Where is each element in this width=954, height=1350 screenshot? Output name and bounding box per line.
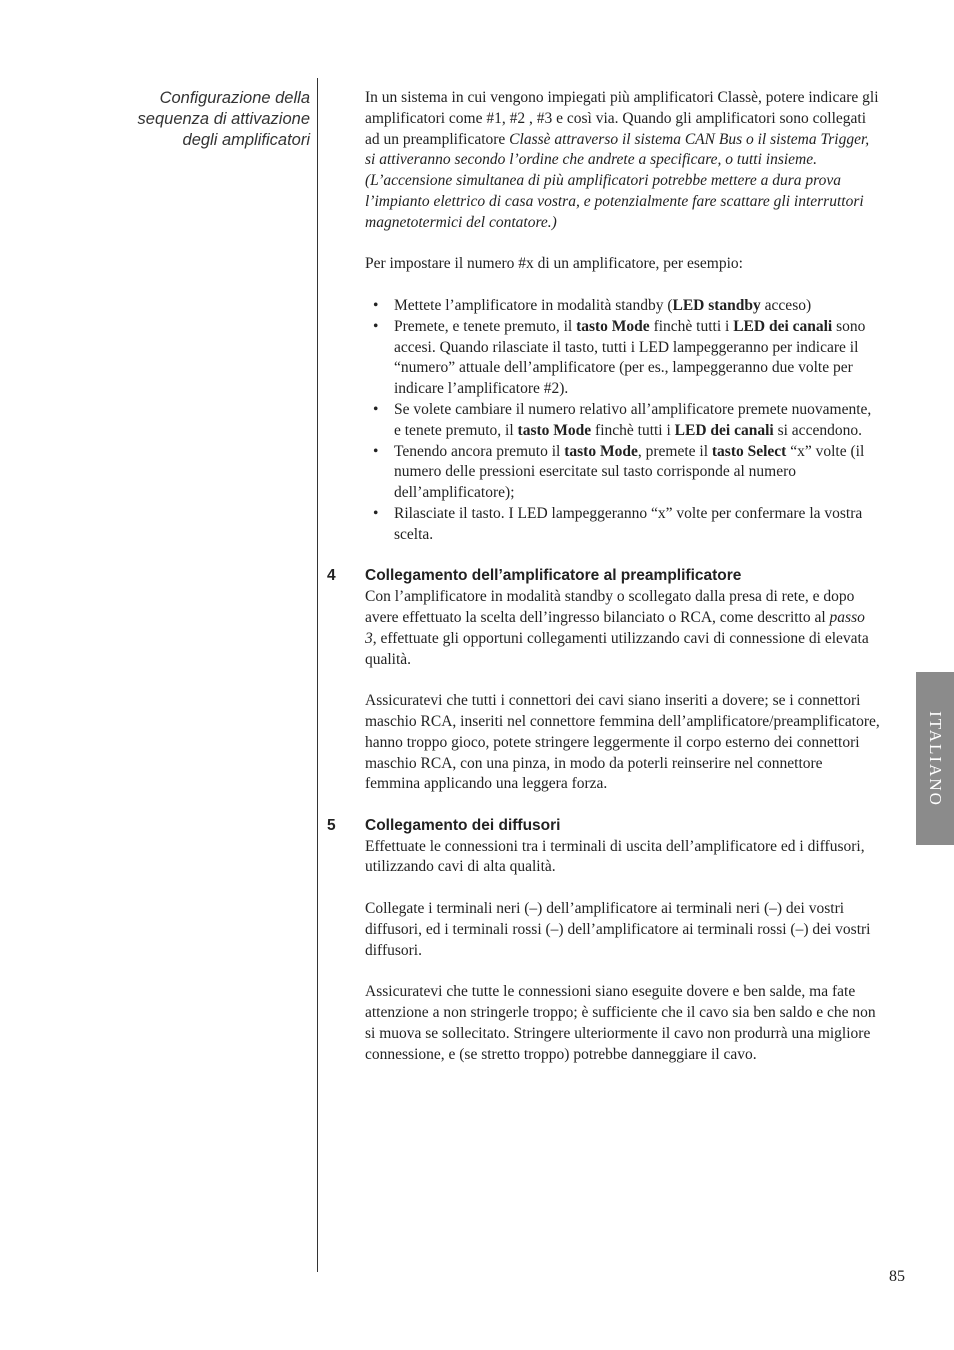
language-tab (916, 672, 954, 845)
list-item: • Rilasciate il tasto. I LED lampeggeranno “x” volte per confermare la vostra scelta. (365, 504, 880, 546)
side-heading (90, 88, 310, 151)
section-5-heading (327, 816, 880, 837)
side-heading-line: Configurazione della (159, 89, 310, 107)
side-heading-line: degli amplificatori (182, 131, 310, 149)
section-4-heading (327, 566, 880, 587)
section-title: Collegamento dei diffusori (365, 816, 561, 834)
intro-italic-text: Classè attraverso il sistema CAN Bus o il sistema Trigger, si attiveranno secondo l’ordine che andrete a specificare, o tutti insieme. (L’accensione simultanea di più amplificatori potrebbe mettere a dura prova l’impianto elettrico di casa vostra, e potenzialmente fare scattare gli interruttori magnetotermici del contatore.) (365, 130, 870, 231)
section-4-paragraph: Con l’amplificatore in modalità standby o scollegato dalla presa di rete, e dopo avere effettuato la scelta dell’ingresso bilanciato o RCA, come descritto al passo 3, effettuate gli opportuni collegamenti utilizzando cavi di connessione di elevata qualità. (365, 588, 869, 668)
section-5-paragraph: Assicuratevi che tutte le connessioni siano eseguite dovere e ben salde, ma fate attenzione a non stringerle troppo; è sufficiente che il cavo sia ben saldo e che non si muova se sollecitato. Stringere ulteriormente il cavo non produrrà una migliore connessione, e (se stretto troppo) potrebbe danneggiare il cavo. (365, 983, 876, 1063)
list-item: • Se volete cambiare il numero relativo all’amplificatore premete nuovamente, e tenete premuto, il tasto Mode finchè tutti i LED dei canali si accendono. (365, 400, 880, 442)
language-tab-label: ITALIANO (926, 710, 945, 807)
steps-list (365, 296, 880, 546)
list-item: • Tenendo ancora premuto il tasto Mode, premete il tasto Select “x” volte (il numero delle pressioni esercitate sul tasto corrisponde al numero dell’amplificatore); (365, 442, 880, 504)
main-content (327, 88, 880, 1065)
section-number: 5 (327, 816, 336, 834)
set-number-intro: Per impostare il numero #x di un amplificatore, per esempio: (365, 255, 743, 273)
list-item: • Mettete l’amplificatore in modalità standby (LED standby acceso) (365, 296, 880, 317)
side-heading-line: sequenza di attivazione (137, 110, 310, 128)
section-4-paragraph: Assicuratevi che tutti i connettori dei cavi siano inseriti a dovere; se i connettori maschio RCA, inseriti nel connettore femmina dell’amplificatore/preamplificatore, hanno troppo gioco, potete stringere leggermente il corpo esterno dei connettori maschio RCA, con una pinza, in modo da poterli reinserire nel connettore femmina applicando una leggera forza. (365, 692, 880, 793)
section-number: 4 (327, 567, 336, 585)
section-5-paragraph: Effettuate le connessioni tra i terminali di uscita dell’amplificatore ed i diffusori, utilizzando cavi di alta qualità. (365, 837, 865, 876)
vertical-divider (317, 78, 318, 1272)
page-number: 85 (889, 1268, 905, 1285)
intro-text: In un sistema in cui vengono impiegati più amplificatori Classè, potere indicare gli amplificatori come #1, #2 , #3 e così via. Quando gli amplificatori sono collegati ad un preamplificatore (365, 89, 879, 148)
section-title: Collegamento dell’amplificatore al preamplificatore (365, 567, 742, 585)
section-5-paragraph: Collegate i terminali neri (–) dell’amplificatore ai terminali neri (–) dei vostri diffusori, ed i terminali rossi (–) dell’amplificatore ai terminali rossi (–) dei vostri diffusori. (365, 900, 871, 959)
list-item: • Premete, e tenete premuto, il tasto Mode finchè tutti i LED dei canali sono accesi. Quando rilasciate il tasto, tutti i LED lampeggeranno per indicare il “numero” attuale dell’amplificatore (per es., lampeggeranno due volte per indicare l’amplificatore #2). (365, 317, 880, 400)
intro-paragraph (365, 88, 880, 234)
